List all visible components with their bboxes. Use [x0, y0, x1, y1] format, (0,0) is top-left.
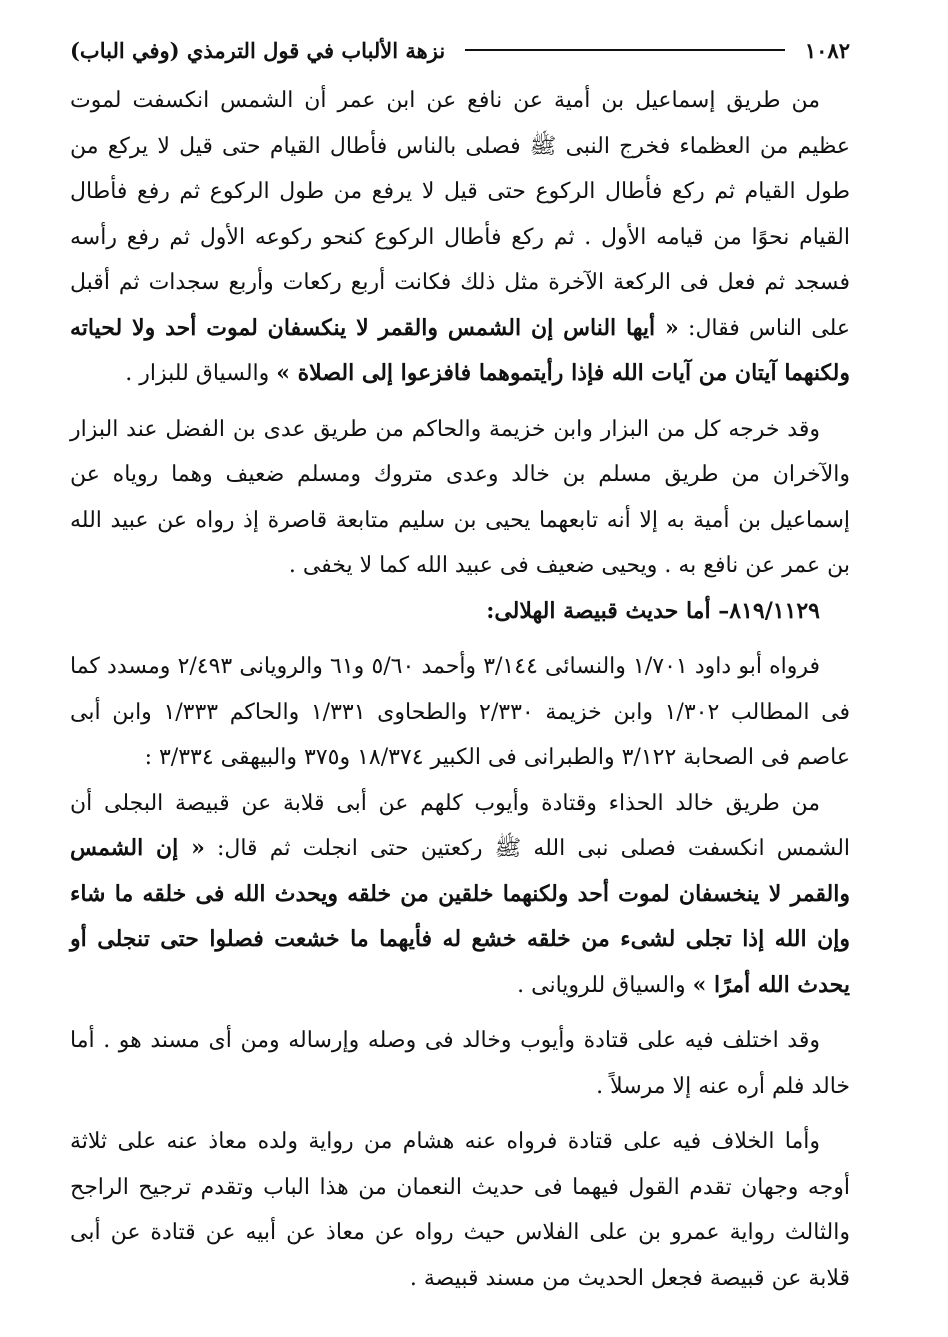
- running-title: نزهة الألباب في قول الترمذي (وفي الباب): [70, 37, 446, 63]
- page-number: ١٠٨٢: [804, 37, 850, 63]
- page-header: [70, 28, 850, 72]
- section-heading: ٨١٩/١١٢٩– أما حديث قبيصة الهلالى:: [486, 597, 820, 624]
- paragraph-1-tail: والسياق للبزار .: [125, 361, 277, 386]
- paragraph-6: وأما الخلاف فيه على قتادة فرواه عنه هشام من رواية ولده معاذ عنه على ثلاثة أوجه وجهان تقدم القول فيهما فى حديث النعمان من هذا الباب وتقدم ترجيح الراجح والثالث رواية عمرو بن على الفلاس حيث رواه عن معاذ عن أبيه عن قتادة عن أبى قلابة عن قبيصة فجعل الحديث من مسند قبيصة .: [70, 1129, 850, 1291]
- paragraph-2: وقد خرجه كل من البزار وابن خزيمة والحاكم من طريق عدى بن الفضل عند البزار والآخران من طريق مسلم بن خالد وعدى متروك ومسلم ضعيف وهما روياه عن إسماعيل بن أمية به إلا أنه تابعهما يحيى بن سليم متابعة قاصرة إذ رواه عن عبيد الله بن عمر عن نافع به . ويحيى ضعيف فى عبيد الله كما لا يخفى .: [70, 416, 850, 578]
- hadith-quote-1: « أيها الناس إن الشمس والقمر لا ينكسفان لموت أحد ولا لحياته ولكنهما آيتان من آيات الله فإذا رأيتموهما فافزعوا إلى الصلاة »: [70, 314, 850, 386]
- body-text: [70, 78, 850, 1301]
- paragraph-5: وقد اختلف فيه على قتادة وأيوب وخالد فى وصله وإرساله ومن أى مسند هو . أما خالد فلم أره عنه إلا مرسلاً .: [70, 1028, 850, 1099]
- document-page: [70, 28, 850, 1318]
- paragraph-1-text: من طريق إسماعيل بن أمية عن نافع عن ابن عمر أن الشمس انكسفت لموت عظيم من العظماء فخرج النبى ﷺ فصلى بالناس فأطال القيام حتى قيل لا يركع من طول القيام ثم ركع فأطال الركوع حتى قيل لا يرفع من طول الركوع ثم رفع فأطال القيام نحوًا من قيامه الأول . ثم ركع فأطال الركوع كنحو ركوعه الأول ثم رفع رأسه فسجد ثم فعل فى الركعة الآخرة مثل ذلك فكانت أربع ركعات وأربع سجدات ثم أقبل على الناس فقال:: [70, 88, 850, 341]
- header-rule: [465, 49, 785, 51]
- paragraph-1: [70, 78, 850, 397]
- hadith-quote-2: « إن الشمس والقمر لا ينخسفان لموت أحد ولكنهما خلقين من خلقه ويحدث الله فى خلقه ما شاء وإن الله إذا تجلى لشىء من خلقه خشع له فأيهما ما خشعت فصلوا حتى تنجلى أو يحدث الله أمرًا »: [70, 835, 850, 998]
- paragraph-3: فرواه أبو داود ١/٧٠١ والنسائى ٣/١٤٤ وأحمد ٥/٦٠ و٦١ والرويانى ٢/٤٩٣ ومسدد كما فى المطالب ١/٣٠٢ وابن خزيمة ٢/٣٣٠ والطحاوى ١/٣٣١ والحاكم ١/٣٣٣ وابن أبى عاصم فى الصحابة ٣/١٢٢ والطبرانى فى الكبير ١٨/٣٧٤ و٣٧٥ والبيهقى ٣/٣٣٤ :: [70, 654, 850, 770]
- paragraph-4-text: من طريق خالد الحذاء وقتادة وأيوب كلهم عن أبى قلابة عن قبيصة البجلى أن الشمس انكسفت فصلى نبى الله ﷺ ركعتين حتى انجلت ثم قال:: [70, 790, 851, 861]
- paragraph-4-tail: والسياق للرويانى .: [517, 972, 693, 998]
- paragraph-4: [70, 781, 850, 1009]
